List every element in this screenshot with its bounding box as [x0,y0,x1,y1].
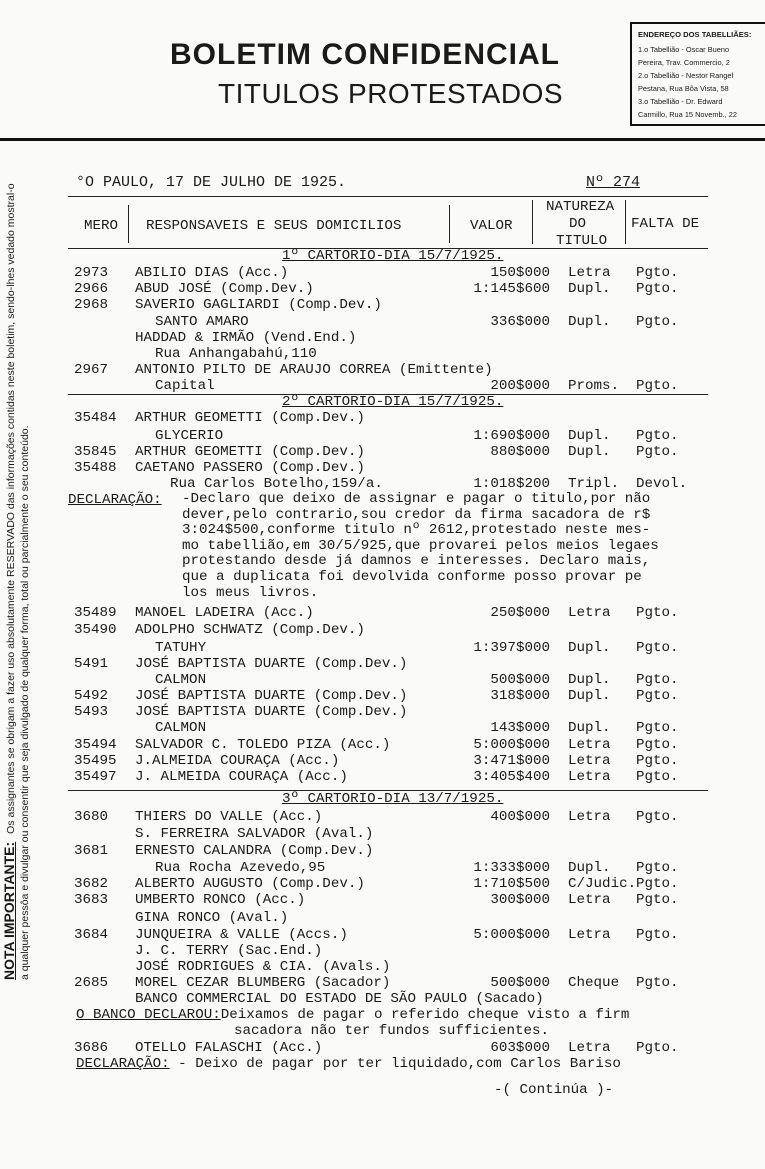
entry-natureza: Tripl. [568,476,620,492]
banco-declarou-line: sacadora não ter fundos sufficientes. [234,1023,550,1039]
entry-natureza: Dupl. [568,428,611,444]
banco-declarou-label: O BANCO DECLAROU: [76,1007,221,1023]
entry-valor: 400$000 [490,809,550,825]
entry-falta: Pgto. [636,809,679,825]
entry-responsavel: BANCO COMMERCIAL DO ESTADO DE SÃO PAULO (Sacado) [135,991,544,1007]
entry-number: 5491 [74,656,109,672]
entry-falta: Pgto. [636,892,679,908]
entry-number: 5492 [74,688,109,704]
entry-falta: Pgto. [636,927,679,943]
entry-responsavel: S. FERREIRA SALVADOR (Aval.) [135,826,374,842]
entry-valor: 500$000 [490,975,550,991]
bulletin-subtitle: TITULOS PROTESTADOS [218,78,564,109]
entry-valor: 250$000 [490,605,550,621]
entry-valor: 3:471$000 [473,753,550,769]
tabeliaes-box-line: Pereira, Trav. Commercio, 2 [638,58,730,67]
entry-number: 2967 [74,362,109,378]
declaracao-line: 3:024$500,conforme titulo nº 2612,protestado neste mes- [182,522,651,539]
masthead-rule [0,138,765,141]
side-note-label: NOTA IMPORTANTE: [1,841,17,980]
tabeliaes-box-line: Pestana, Rua Bôa Vista, 58 [638,84,729,93]
declaracao-block [68,492,162,508]
entry-responsavel: ABUD JOSÉ (Comp.Dev.) [135,281,314,297]
entry-responsavel: ALBERTO AUGUSTO (Comp.Dev.) [135,876,365,892]
entry-responsavel: CAETANO PASSERO (Comp.Dev.) [135,460,365,476]
entry-number: 2685 [74,975,109,991]
entry-responsavel: MOREL CEZAR BLUMBERG (Sacador) [135,975,391,991]
entry-natureza: Dupl. [568,860,611,876]
entry-valor: 1:018$200 [473,476,550,492]
declaracao-text [182,492,659,601]
entry-number: 3684 [74,927,109,943]
section-header-cartorio-3: 3º CARTORIO-DIA 13/7/1925. [282,791,504,807]
entry-number: 3680 [74,809,109,825]
entry-natureza: Letra [568,265,611,281]
declaracao-line: dever,pelo contrario,sou credor da firma sacadora de r$ [182,506,651,523]
entry-falta: Pgto. [636,975,679,991]
entry-responsavel: J. C. TERRY (Sac.End.) [135,943,323,959]
entry-valor: 1:690$000 [473,428,550,444]
entry-falta: Pgto. [636,314,679,330]
continua-note: -( Continúa )- [494,1082,614,1098]
entry-responsavel: GINA RONCO (Aval.) [135,910,289,926]
column-header-natureza: NATUREZA [546,199,615,215]
issue-number: Nº 274 [586,174,641,191]
entry-natureza: Letra [568,753,611,769]
entry-responsavel: GLYCERIO [155,428,224,444]
tabeliaes-box-line: 1.o Tabellião - Oscar Bueno [638,45,730,54]
entry-responsavel: Capital [155,378,215,394]
entry-responsavel: Rua Carlos Botelho,159/a. [170,476,383,492]
entry-natureza: Dupl. [568,672,611,688]
entry-responsavel: J. ALMEIDA COURAÇA (Acc.) [135,769,348,785]
entry-falta: Pgto. [636,640,679,656]
column-header-valor: VALOR [470,218,513,234]
entry-number: 3682 [74,876,109,892]
banco-declarou-block [76,1007,629,1023]
declaracao-line: mo tabellião,em 30/5/925,que provarei pelos meios legaes [182,537,659,554]
entry-responsavel: JUNQUEIRA & VALLE (Accs.) [135,927,348,943]
declaracao-line: que a duplicata foi devolvida conforme posso provar pe [182,568,642,585]
entry-falta: Pgto. [636,672,679,688]
entry-falta: Pgto. [636,1040,679,1056]
entry-responsavel: UMBERTO RONCO (Acc.) [135,892,306,908]
column-header-responsaveis: RESPONSAVEIS E SEUS DOMICILIOS [146,218,402,234]
entry-number: 35484 [74,410,117,426]
tabeliaes-address-box [630,22,765,126]
entry-natureza: Dupl. [568,314,611,330]
entry-responsavel: ANTONIO PILTO DE ARAUJO CORREA (Emittente) [135,362,493,378]
entry-valor: 500$000 [490,672,550,688]
entry-number: 5493 [74,704,109,720]
section-header-cartorio-2: 2º CARTORIO-DIA 15/7/1925. [282,394,504,410]
entry-responsavel: JOSÉ BAPTISTA DUARTE (Comp.Dev.) [135,688,408,704]
column-divider [128,205,129,243]
entry-responsavel: ADOLPHO SCHWATZ (Comp.Dev.) [135,622,365,638]
column-header-falta: FALTA DE [631,216,700,232]
entry-falta: Pgto. [636,265,679,281]
entry-falta: Pgto. [636,428,679,444]
entry-responsavel: SAVERIO GAGLIARDI (Comp.Dev.) [135,297,382,313]
entry-valor: 200$000 [490,378,550,394]
entry-responsavel: THIERS DO VALLE (Acc.) [135,809,323,825]
entry-valor: 5:000$000 [473,927,550,943]
entry-natureza: Letra [568,892,611,908]
entry-responsavel: OTELLO FALASCHI (Acc.) [135,1040,323,1056]
entry-number: 3686 [74,1040,109,1056]
entry-falta: Pgto. [636,769,679,785]
tabeliaes-box-heading: ENDEREÇO DOS TABELLIÃES: [638,30,752,39]
entry-responsavel: Rua Anhangabahú,110 [155,346,317,362]
column-header-numero: MERO [84,218,119,234]
entry-responsavel: ARTHUR GEOMETTI (Comp.Dev.) [135,444,365,460]
entry-responsavel: ERNESTO CALANDRA (Comp.Dev.) [135,843,374,859]
entry-responsavel: JOSÉ BAPTISTA DUARTE (Comp.Dev.) [135,656,408,672]
entry-falta: Pgto. [636,688,679,704]
entry-natureza: Letra [568,927,611,943]
entry-natureza: Letra [568,737,611,753]
tabeliaes-box-line: Carmillo, Rua 15 Novemb., 22 [638,110,737,119]
entry-number: 2973 [74,265,109,281]
banco-declarou-line: Deixamos de pagar o referido cheque visto a firm [220,1007,630,1023]
declaracao-line: los meus livros. [182,584,319,601]
tabeliaes-box-line: 2.o Tabellião - Nestor Rangel [638,71,734,80]
entry-falta: Pgto. [636,753,679,769]
entry-natureza: Letra [568,769,611,785]
entry-falta: Pgto. [636,737,679,753]
entry-responsavel: ABILIO DIAS (Acc.) [135,265,289,281]
entry-responsavel: HADDAD & IRMÃO (Vend.End.) [135,330,357,346]
declaracao-line: protestando desde já damnos e interesses. Declaro mais, [182,553,651,570]
section-header-cartorio-1: 1º CARTORIO-DIA 15/7/1925. [282,248,504,264]
entry-number: 35495 [74,753,117,769]
entry-number: 35490 [74,622,117,638]
declaracao-line: -Declaro que deixo de assignar e pagar o titulo,por não [182,491,651,507]
entry-falta: Pgto. [636,378,679,394]
entry-responsavel: Rua Rocha Azevedo,95 [155,860,326,876]
table-header-top-rule [68,196,708,197]
entry-responsavel: TATUHY [155,640,207,656]
dateline: °O PAULO, 17 DE JULHO DE 1925. [76,174,347,191]
entry-valor: 143$000 [490,720,550,736]
entry-responsavel: SALVADOR C. TOLEDO PIZA (Acc.) [135,737,391,753]
entry-natureza: Dupl. [568,688,611,704]
entry-natureza: Proms. [568,378,620,394]
column-header-natureza-titulo: TITULO [556,233,608,249]
entry-responsavel: J.ALMEIDA COURAÇA (Acc.) [135,753,340,769]
column-divider [625,200,626,244]
entry-valor: 318$000 [490,688,550,704]
entry-valor: 5:000$000 [473,737,550,753]
declaracao-2-text: - Deixo de pagar por ter liquidado,com Carlos Bariso [178,1056,621,1072]
entry-number: 3683 [74,892,109,908]
entry-falta: Pgto. [636,444,679,460]
entry-natureza: C/Judic. [568,876,637,892]
declaracao-label: DECLARAÇÃO: [68,492,162,508]
column-header-natureza-do: DO [569,216,587,232]
entry-responsavel: CALMON [155,672,207,688]
column-divider [449,205,450,243]
entry-number: 2968 [74,297,109,313]
entry-natureza: Letra [568,809,611,825]
column-divider [532,200,533,244]
entry-valor: 1:397$000 [473,640,550,656]
declaracao-2-block [76,1056,621,1072]
entry-number: 35488 [74,460,117,476]
bulletin-title: BOLETIM CONFIDENCIAL [170,38,560,71]
entry-falta: Pgto. [636,860,679,876]
entry-valor: 603$000 [490,1040,550,1056]
entry-natureza: Cheque [568,975,620,991]
entry-natureza: Dupl. [568,640,611,656]
entry-number: 35497 [74,769,117,785]
entry-falta: Devol. [636,476,688,492]
entry-responsavel: JOSÉ BAPTISTA DUARTE (Comp.Dev.) [135,704,408,720]
declaracao-2-label: DECLARAÇÃO: [76,1056,170,1072]
entry-falta: Pgto. [636,720,679,736]
entry-valor: 336$000 [490,314,550,330]
entry-number: 35494 [74,737,117,753]
entry-natureza: Letra [568,1040,611,1056]
entry-natureza: Dupl. [568,281,611,297]
entry-number: 3681 [74,843,109,859]
entry-valor: 1:333$000 [473,860,550,876]
entry-falta: Pgto. [636,281,679,297]
entry-responsavel: JOSÉ RODRIGUES & CIA. (Avals.) [135,959,391,975]
entry-number: 35845 [74,444,117,460]
entry-number: 2966 [74,281,109,297]
entry-valor: 300$000 [490,892,550,908]
tabeliaes-box-line: 3.o Tabellião - Dr. Edward [638,97,723,106]
entry-natureza: Dupl. [568,720,611,736]
entry-valor: 880$000 [490,444,550,460]
side-note [2,180,32,980]
entry-responsavel: MANOEL LADEIRA (Acc.) [135,605,314,621]
entry-responsavel: ARTHUR GEOMETTI (Comp.Dev.) [135,410,365,426]
entry-responsavel: SANTO AMARO [155,314,249,330]
side-note-text: Os assignantes se obrigam a fazer uso absolutamente RESERVADO das informações contidas neste boletim, sendo-lhes vedado mostral-o a qualquer pessôa e divulgar ou consentir que seja divulgado de qualquer forma, total ou parcialmente o seu conteúdo. [5,183,31,980]
entry-falta: Pgto. [636,605,679,621]
entry-valor: 150$000 [490,265,550,281]
entry-valor: 3:405$400 [473,769,550,785]
entry-falta: Pgto. [636,876,679,892]
entry-valor: 1:145$600 [473,281,550,297]
entry-natureza: Dupl. [568,444,611,460]
entry-number: 35489 [74,605,117,621]
entry-valor: 1:710$500 [473,876,550,892]
entry-natureza: Letra [568,605,611,621]
entry-responsavel: CALMON [155,720,207,736]
